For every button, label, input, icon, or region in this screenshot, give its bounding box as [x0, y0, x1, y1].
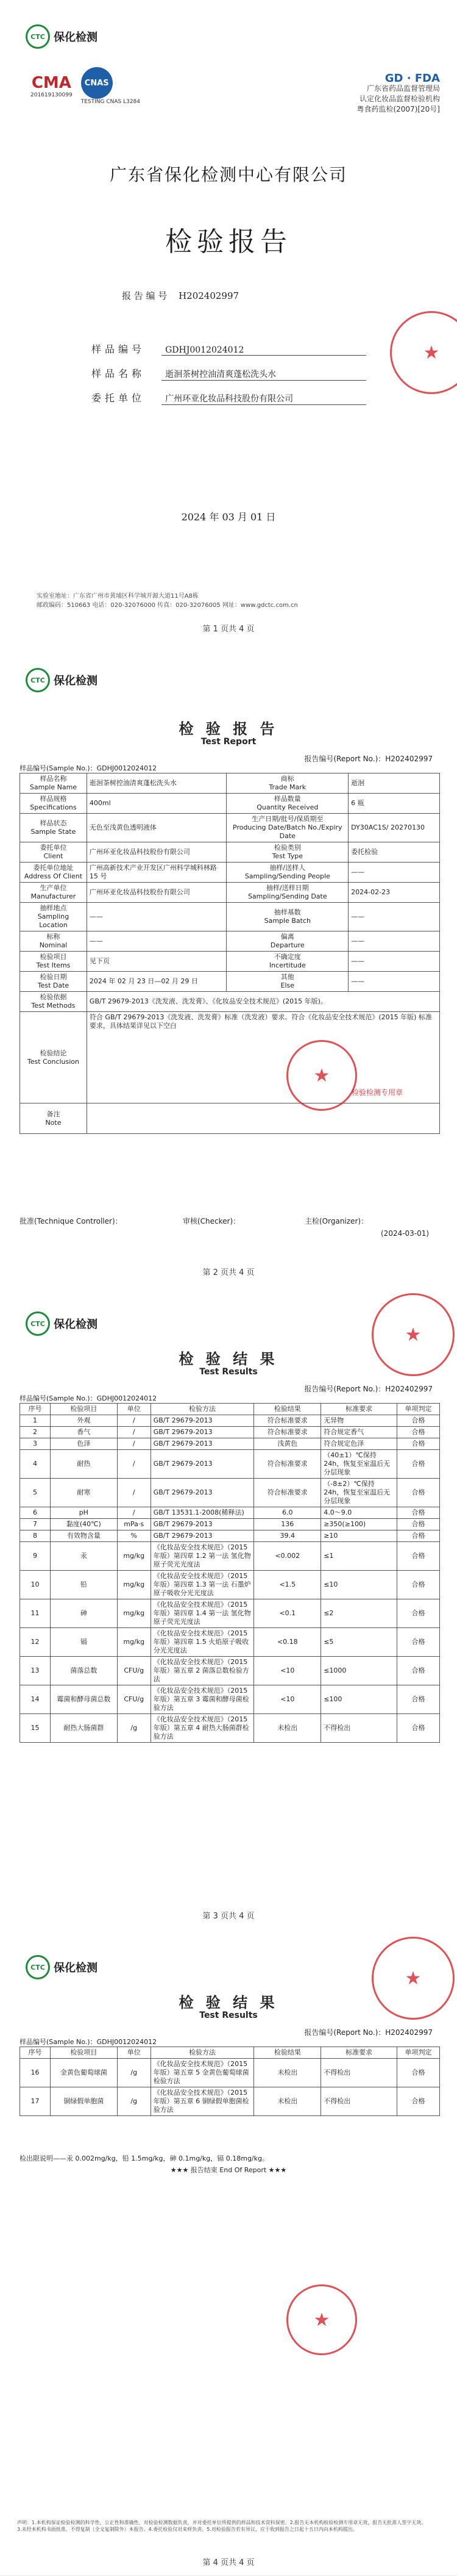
results-cell: 《化妆品安全技术规范》（2015年版）第四章 1.2 第一法 氢化物原子荧光光度法 — [151, 1542, 254, 1571]
conclusion-stamp-text: 检验检测专用章 — [351, 1088, 403, 1097]
results-cell: 合格 — [397, 1685, 440, 1714]
results-cell: 符合标准要求 — [254, 1479, 321, 1507]
results-cell: 汞 — [50, 1542, 117, 1571]
results-cell: pH — [50, 1507, 117, 1519]
results-cell: 符合标准要求 — [254, 1427, 321, 1438]
report-field-value: 无色至浅黄色透明液体 — [87, 814, 227, 842]
results-cell: / — [117, 1507, 151, 1519]
footer-line-2: 3.未经本机构书面批准，不得复制（全文复制除外）本报告。4.委托检验仅对来样负责。5.对检验报告若有异议，应于收到报告之日起十五日内向本机构提出。 — [17, 2527, 358, 2532]
client-row — [91, 390, 372, 405]
report-page — [0, 644, 457, 1288]
report-field-label: 样品状态 Sample State — [20, 814, 87, 842]
lab-address-line-2: 邮政编码：510663 电话：020-32076000 传真：020-32076005 网址：www.gdctc.com.cn — [37, 602, 298, 609]
results-cell: ≥10 — [321, 1530, 397, 1542]
results-cell: 符合标准要求 — [254, 1415, 321, 1427]
report-field-value: 见下页 — [87, 952, 227, 972]
brand-logo — [26, 668, 97, 692]
report-field-value: —— — [349, 931, 440, 952]
lab-address — [37, 592, 298, 610]
results-cell: （-8±2）℃保持 24h，恢复至室温后无分层现象 — [321, 1479, 397, 1507]
results-cell: mg/kg — [117, 1628, 151, 1657]
report-field-value: —— — [87, 931, 227, 952]
results-cell: GB/T 29679-2013 — [151, 1415, 254, 1427]
cert-logos — [30, 67, 140, 105]
results-column-header: 单项判定 — [397, 1404, 440, 1415]
results-cell: 合格 — [397, 1571, 440, 1599]
results-cell: 耐寒 — [50, 1479, 117, 1507]
sign-date: (2024-03-01) — [381, 1229, 430, 1238]
results2-title: 检 验 结 果 — [179, 1993, 278, 2011]
results-cell: 《化妆品安全技术规范》（2015年版）第四章 1.5 火焰原子吸收分光光度法 — [151, 1628, 254, 1657]
client-value: 广州环亚化妆品科技股份有限公司 — [161, 392, 366, 405]
gd-line-3: 粤食药监检(2007)[20号] — [356, 105, 440, 113]
sample-name-row — [91, 366, 372, 381]
results-cell: <0.1 — [254, 1599, 321, 1628]
results-column-header: 标准要求 — [321, 1404, 397, 1415]
method-row — [20, 992, 440, 1012]
report-field-value: —— — [349, 863, 440, 883]
results-cell: CFU/g — [117, 1685, 151, 1714]
results-cell: 不得检出 — [321, 1714, 397, 1743]
cnas-icon: CNAS — [81, 67, 113, 99]
results2-table — [19, 2047, 440, 2116]
results2-header-row — [20, 2047, 440, 2059]
results-cell: /g — [117, 1714, 151, 1743]
method-value: GB/T 29679-2013《洗发液、洗发膏》、《化妆品安全技术规范》(2015 年版)。 — [87, 992, 439, 1012]
results-row — [20, 1599, 440, 1628]
results-row — [20, 1438, 440, 1450]
company-name: 广东省保化检测中心有限公司 — [109, 165, 347, 185]
lab-address-line-1: 实验室地址：广东省广州市黄埔区科学城开源大道11号A8栋 — [37, 593, 199, 600]
checker-signature: 审核(Checker)： — [183, 1217, 241, 1225]
results-cell: 12 — [20, 1628, 51, 1657]
conclusion-label: 检验结论 Test Conclusion — [20, 1012, 87, 1103]
results-cell: 17 — [20, 2087, 51, 2116]
client-label: 委托单位 — [91, 392, 146, 404]
note-value — [87, 1103, 439, 1134]
results-cell: ≤1000 — [321, 1657, 397, 1685]
page-number: 第 4 页共 4 页 — [202, 2558, 255, 2567]
report-row — [20, 773, 440, 794]
results-cell: 符合规定香气 — [321, 1427, 397, 1438]
results-cell: GB/T 29679-2013 — [151, 1427, 254, 1438]
results-row — [20, 2059, 440, 2087]
report-row — [20, 952, 440, 972]
results-cell: 11 — [20, 1599, 51, 1628]
report-table — [19, 773, 440, 1134]
sample-name-value: 逝洄茶树控油清爽蓬松洗头水 — [161, 368, 366, 381]
report-field-value: 广州高新技术产业开发区广州科学城科林路 15 号 — [87, 863, 227, 883]
report-field-label: 委托单位地址 Address Of Client — [20, 863, 87, 883]
results-cell: 《化妆品安全技术规范》（2015年版）第四章 1.3 第一法 石墨炉原子吸收分光光度法 — [151, 1571, 254, 1599]
cma-icon: CMA — [31, 74, 71, 92]
results-cell: 不得检出 — [321, 2059, 397, 2087]
results-cell: ≥350(≥100) — [321, 1519, 397, 1530]
results-column-header: 序号 — [20, 1404, 51, 1415]
sample-no-label: 样品编号 — [91, 343, 146, 355]
results-cell: 色泽 — [50, 1438, 117, 1450]
results-column-header: 检验结果 — [254, 2047, 321, 2059]
report-field-label: 检验项目 Test Items — [20, 952, 87, 972]
report-field-label: 抽样基数 Sample Batch — [227, 903, 349, 931]
report-field-value: 广州环亚化妆品科技股份有限公司 — [87, 883, 227, 903]
results-row — [20, 1519, 440, 1530]
brand-name: 保化检测 — [54, 675, 97, 687]
results-cell: <1.5 — [254, 1571, 321, 1599]
cma-number: 201619130099 — [30, 92, 73, 98]
report-row — [20, 883, 440, 903]
results-cell: / — [117, 1438, 151, 1450]
page-number: 第 2 页共 4 页 — [202, 1268, 255, 1277]
results-cell: 符合标准要求 — [254, 1450, 321, 1479]
report-field-label: 检验类别 Test Type — [227, 842, 349, 863]
results-column-header: 检验结果 — [254, 1404, 321, 1415]
page-number: 第 3 页共 4 页 — [202, 1912, 255, 1921]
results-cell: 无异物 — [321, 1415, 397, 1427]
report-field-label: 偏离 Departure — [227, 931, 349, 952]
results-cell: / — [117, 1415, 151, 1427]
results-cell: 合格 — [397, 1438, 440, 1450]
results-cell: 《化妆品安全技术规范》（2015年版）第五章 3 霉菌和酵母菌检验方法 — [151, 1685, 254, 1714]
results-cell: <10 — [254, 1657, 321, 1685]
note-row — [20, 1103, 440, 1134]
results-cell: 1 — [20, 1415, 51, 1427]
results-subtitle: Test Results — [199, 1367, 258, 1377]
results-cell: 合格 — [397, 2059, 440, 2087]
results-cell: GB/T 29679-2013 — [151, 1438, 254, 1450]
report-field-label: 商标 Trade Mark — [227, 773, 349, 794]
brand-logo — [26, 1955, 97, 1979]
results-cell: 合格 — [397, 1542, 440, 1571]
report-field-value: DY30AC1S/ 20270130 — [349, 814, 440, 842]
note-label: 备注 Note — [20, 1103, 87, 1134]
report-field-value: 6 瓶 — [349, 794, 440, 814]
report-row — [20, 931, 440, 952]
results-row — [20, 1479, 440, 1507]
results-cell: mg/kg — [117, 1599, 151, 1628]
results-row — [20, 2087, 440, 2116]
report-page-subtitle: Test Report — [200, 737, 257, 747]
results-cell: 铅 — [50, 1571, 117, 1599]
results-cell: ≤10 — [321, 1571, 397, 1599]
results-cell: 未检出 — [254, 2059, 321, 2087]
report-number-value: H202402997 — [179, 290, 239, 301]
results-cell: <0.18 — [254, 1628, 321, 1657]
results-row — [20, 1657, 440, 1685]
results-cell: 合格 — [397, 1657, 440, 1685]
results-cell: 8 — [20, 1530, 51, 1542]
results-cell: 《化妆品安全技术规范》（2015年版）第五章 2 菌落总数检验方法 — [151, 1657, 254, 1685]
report-field-value: —— — [349, 903, 440, 931]
report-field-label: 委托单位 Client — [20, 842, 87, 863]
results-cell: GB/T 29679-2013 — [151, 1450, 254, 1479]
results-cell: 《化妆品安全技术规范》（2015年版）第四章 1.4 第一法 氢化物原子荧光光度法 — [151, 1599, 254, 1628]
results-column-header: 标准要求 — [321, 2047, 397, 2059]
results-cell: 合格 — [397, 1415, 440, 1427]
results-column-header: 检验方法 — [151, 1404, 254, 1415]
results-cell: 7 — [20, 1519, 51, 1530]
report-field-value: 广州环亚化妆品科技股份有限公司 — [87, 842, 227, 863]
report-field-label: 抽样/送样日期 Sampling/Sending Date — [227, 883, 349, 903]
results-cell: 136 — [254, 1519, 321, 1530]
report-field-label: 不确定度 Incertitude — [227, 952, 349, 972]
report-row — [20, 972, 440, 992]
sample-number: 样品编号(Sample No.)：GDHJ0012024012 — [19, 1394, 157, 1402]
sample-no-row — [91, 342, 372, 356]
ctc-icon: CTC — [26, 1311, 50, 1336]
results-cell: 未检出 — [254, 2087, 321, 2116]
sample-number: 样品编号(Sample No.)：GDHJ0012024012 — [19, 2038, 157, 2046]
cover-page — [0, 0, 457, 644]
results-cell: 合格 — [397, 1530, 440, 1542]
results-cell: 耐热 — [50, 1450, 117, 1479]
cover-date: 2024 年 03 月 01 日 — [181, 511, 276, 523]
footer-line-1: 声明：1.本机构保证检验检测的科学性、公正性和准确性，对检验检测数据负责，并对委托单位所提供的样品和技术资料保密。2.报告无本机构检验检测专用章无效，报告无批准人签字无效。 — [17, 2520, 427, 2525]
sample-no-value: GDHJ0012024012 — [161, 345, 366, 356]
report-row — [20, 842, 440, 863]
cnas-mark — [81, 67, 140, 105]
results-cell: 5 — [20, 1479, 51, 1507]
results-cell: / — [117, 1450, 151, 1479]
results-cell: 耐热大肠菌群 — [50, 1714, 117, 1743]
approver-signature: 批准(Technique Controller)： — [19, 1217, 122, 1225]
results2-subtitle: Test Results — [199, 2011, 258, 2020]
results-table — [19, 1403, 440, 1743]
official-seal: ★ — [372, 1293, 455, 1376]
ctc-icon: CTC — [26, 1955, 50, 1979]
conclusion-value: 符合 GB/T 29679-2013《洗发液、洗发膏》标准（洗发液）要求。符合《化妆品安全技术规范》(2015 年版) 标准要求，具体结果详见以下空白 — [89, 1013, 432, 1030]
results-column-header: 单位 — [117, 1404, 151, 1415]
report-field-label: 生产日期/批号/保质期至 Producing Date/Batch No./Expiry Date — [227, 814, 349, 842]
report-row — [20, 903, 440, 931]
results-cell: 铜绿假单胞菌 — [50, 2087, 117, 2116]
results-column-header: 单位 — [117, 2047, 151, 2059]
results-row — [20, 1628, 440, 1657]
results-row — [20, 1714, 440, 1743]
results-cell: 《化妆品安全技术规范》（2015年版）第五章 5 金黄色葡萄球菌检验方法 — [151, 2059, 254, 2087]
report-row — [20, 863, 440, 883]
report-field-label: 生产单位 Manufacturer — [20, 883, 87, 903]
results-cell: 镉 — [50, 1628, 117, 1657]
report-field-value: 委托检验 — [349, 842, 440, 863]
report-number-label: 报 告 编 号 — [122, 290, 168, 301]
results-cell: ≤5 — [321, 1628, 397, 1657]
results-cell: GB/T 29679-2013 — [151, 1479, 254, 1507]
results-cell: 2 — [20, 1427, 51, 1438]
report-field-label: 检验日期 Test Date — [20, 972, 87, 992]
page-number: 第 1 页共 4 页 — [202, 625, 255, 634]
results-cell: GB/T 13531.1-2008(稀释法) — [151, 1507, 254, 1519]
report-field-label: 抽样地点 Sampling Location — [20, 903, 87, 931]
detection-limit-note: 检出限说明——汞 0.002mg/kg，铅 1.5mg/kg，砷 0.1mg/kg，镉 0.18mg/kg。 — [19, 2154, 269, 2162]
report-field-value: 400ml — [87, 794, 227, 814]
results-cell: 15 — [20, 1714, 51, 1743]
results-cell: 《化妆品安全技术规范》（2015年版）第五章 4 耐热大肠菌群检验方法 — [151, 1714, 254, 1743]
official-seal: ★ — [390, 311, 457, 394]
results-cell: /g — [117, 2059, 151, 2087]
ctc-icon: CTC — [26, 668, 50, 692]
results-cell: 香气 — [50, 1427, 117, 1438]
results-cell: 有效物含量 — [50, 1530, 117, 1542]
results-cell: 13 — [20, 1657, 51, 1685]
report-page-title: 检 验 报 告 — [179, 720, 278, 737]
results-page-2 — [0, 1931, 457, 2576]
report-field-label: 样品规格 Specifications — [20, 794, 87, 814]
results-cell: <10 — [254, 1685, 321, 1714]
results-cell: 6.0 — [254, 1507, 321, 1519]
results-header-row — [20, 1404, 440, 1415]
results-row — [20, 1571, 440, 1599]
gd-line-2: 认定化妆品监督检验机构 — [359, 95, 440, 103]
results-row — [20, 1450, 440, 1479]
results-column-header: 检验项目 — [50, 1404, 117, 1415]
results-cell: 合格 — [397, 1519, 440, 1530]
results-row — [20, 1685, 440, 1714]
results-cell: 霉菌和酵母菌总数 — [50, 1685, 117, 1714]
results-cell: 合格 — [397, 1507, 440, 1519]
report-row — [20, 794, 440, 814]
results-cell: 砷 — [50, 1599, 117, 1628]
test-seal: ★ — [286, 1040, 357, 1111]
report-number: 报告编号(Report No.)：H202402997 — [304, 1385, 433, 1393]
conclusion-cell — [87, 1012, 439, 1103]
results-cell: 4 — [20, 1450, 51, 1479]
results-cell: 不得检出 — [321, 2087, 397, 2116]
results-cell: ≤2 — [321, 1599, 397, 1628]
results-row — [20, 1542, 440, 1571]
report-field-value: —— — [87, 903, 227, 931]
results-cell: （40±1）℃保持 24h，恢复至室温后无分层现象 — [321, 1450, 397, 1479]
results-cell: 合格 — [397, 1714, 440, 1743]
results-cell: 9 — [20, 1542, 51, 1571]
report-field-value: —— — [349, 952, 440, 972]
sample-number: 样品编号(Sample No.)：GDHJ0012024012 — [19, 764, 157, 772]
report-number: 报告编号(Report No.)：H202402997 — [304, 2028, 433, 2037]
results-column-header: 单项判定 — [397, 2047, 440, 2059]
brand-logo — [26, 1311, 97, 1336]
results-cell: 符合规定色泽 — [321, 1438, 397, 1450]
results-cell: mPa·s — [117, 1519, 151, 1530]
results-row — [20, 1415, 440, 1427]
results-cell: 16 — [20, 2059, 51, 2087]
end-of-report: ★★★ 报告结束 End Of Report ★★★ — [170, 2166, 287, 2174]
results-page — [0, 1287, 457, 1931]
report-field-value: 逝洄茶树控油清爽蓬松洗头水 — [87, 773, 227, 794]
brand-logo — [26, 24, 97, 49]
brand-name: 保化检测 — [54, 1962, 97, 1975]
report-field-label: 标称 Nominal — [20, 931, 87, 952]
results-cell: 合格 — [397, 1599, 440, 1628]
results-cell: 浅黄色 — [254, 1438, 321, 1450]
report-row — [20, 814, 440, 842]
results-cell: / — [117, 1479, 151, 1507]
report-field-value: 2024-02-23 — [349, 883, 440, 903]
sample-name-label: 样品名称 — [91, 368, 146, 379]
results-cell: 39.4 — [254, 1530, 321, 1542]
results-title: 检 验 结 果 — [179, 1350, 278, 1368]
results-row — [20, 1507, 440, 1519]
results-cell: 合格 — [397, 1427, 440, 1438]
results-cell: 《化妆品安全技术规范》（2015年版）第五章 6 铜绿假单胞菌检验方法 — [151, 2087, 254, 2116]
ctc-icon: CTC — [26, 24, 50, 49]
report-field-value: 逝洄 — [349, 773, 440, 794]
report-field-label: 样品数量 Quantity Received — [227, 794, 349, 814]
results-column-header: 检验方法 — [151, 2047, 254, 2059]
report-field-label: 抽样/送样人 Sampling/Sending People — [227, 863, 349, 883]
method-label: 检验依据 Test Methods — [20, 992, 87, 1012]
brand-name: 保化检测 — [54, 31, 97, 44]
results-row — [20, 1530, 440, 1542]
results-cell: 合格 — [397, 1628, 440, 1657]
results-cell: 10 — [20, 1571, 51, 1599]
results-cell: 外观 — [50, 1415, 117, 1427]
results-cell: mg/kg — [117, 1571, 151, 1599]
report-title: 检验报告 — [165, 226, 292, 257]
report-field-label: 样品名称 Sample Name — [20, 773, 87, 794]
results-cell: 合格 — [397, 1450, 440, 1479]
results-cell: % — [117, 1530, 151, 1542]
results-cell: 6 — [20, 1507, 51, 1519]
gd-fda-title: GD · FDA — [384, 72, 440, 85]
results-cell: 14 — [20, 1685, 51, 1714]
results-cell: GB/T 29679-2013 — [151, 1530, 254, 1542]
results-cell: 合格 — [397, 1479, 440, 1507]
results-cell: CFU/g — [117, 1657, 151, 1685]
results-cell: mg/kg — [117, 1542, 151, 1571]
results-row — [20, 1427, 440, 1438]
results-column-header: 序号 — [20, 2047, 51, 2059]
results-cell: <0.002 — [254, 1542, 321, 1571]
results-cell: ≤1 — [321, 1542, 397, 1571]
gd-line-1: 广东省药品监督管理局 — [366, 84, 440, 93]
results-cell: 黏度(40℃) — [50, 1519, 117, 1530]
report-field-label: 其他 Else — [227, 972, 349, 992]
organizer-signature: 主检(Organizer)： — [305, 1217, 369, 1225]
report-number — [122, 289, 239, 302]
results-cell: 4.0～9.0 — [321, 1507, 397, 1519]
results-column-header: 检验项目 — [50, 2047, 117, 2059]
results-cell: 未检出 — [254, 1714, 321, 1743]
results-cell: ≤100 — [321, 1685, 397, 1714]
test-seal: ★ — [286, 2284, 357, 2355]
brand-name: 保化检测 — [54, 1318, 97, 1331]
report-field-value: 2024 年 02 月 23 日—02 月 29 日 — [87, 972, 227, 992]
official-seal: ★ — [372, 1937, 455, 2020]
footer-statement — [17, 2519, 444, 2533]
gd-fda-block — [300, 73, 440, 115]
results-cell: / — [117, 1427, 151, 1438]
conclusion-row — [20, 1012, 440, 1103]
results-cell: 合格 — [397, 2087, 440, 2116]
results-cell: 3 — [20, 1438, 51, 1450]
cma-mark — [30, 74, 73, 98]
report-field-value: —— — [349, 972, 440, 992]
results-cell: 金黄色葡萄球菌 — [50, 2059, 117, 2087]
cnas-sub: TESTING CNAS L3284 — [80, 99, 141, 105]
results-cell: /g — [117, 2087, 151, 2116]
report-number: 报告编号(Report No.)：H202402997 — [304, 755, 433, 763]
results-cell: GB/T 29679-2013 — [151, 1519, 254, 1530]
results-cell: 菌落总数 — [50, 1657, 117, 1685]
